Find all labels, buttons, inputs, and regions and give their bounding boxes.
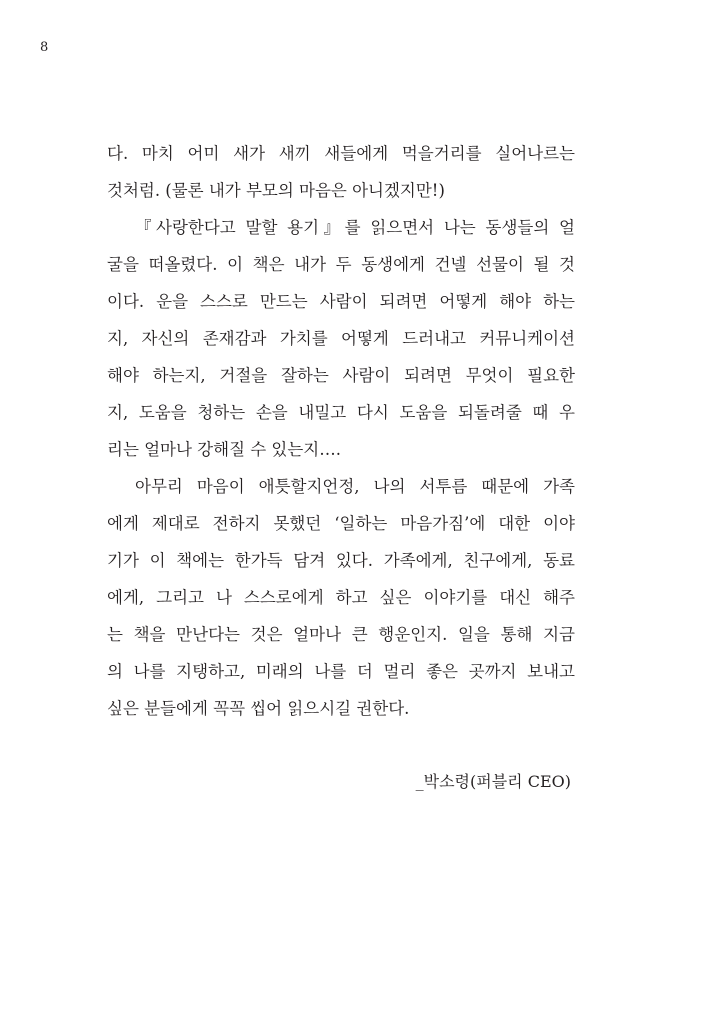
text-line: 굴을 떠올렸다. 이 책은 내가 두 동생에게 건넬 선물이 될 것 [107, 255, 575, 274]
text-line: 의 나를 지탱하고, 미래의 나를 더 멀리 좋은 곳까지 보내고 [107, 662, 575, 681]
text-line: 『사랑한다고 말할 용기』를 읽으면서 나는 동생들의 얼 [135, 218, 575, 237]
text-line: 리는 얼마나 강해질 수 있는지…. [107, 440, 341, 459]
text-line: 다. 마치 어미 새가 새끼 새들에게 먹을거리를 실어나르는 [107, 144, 575, 163]
text-line: 에게, 그리고 나 스스로에게 하고 싶은 이야기를 대신 해주 [107, 588, 575, 607]
text-line: 것처럼. (물론 내가 부모의 마음은 아니겠지만!) [107, 181, 445, 200]
author-signature: _박소령(퍼블리 CEO) [415, 772, 571, 791]
text-line: 기가 이 책에는 한가득 담겨 있다. 가족에게, 친구에게, 동료 [107, 551, 575, 570]
text-line: 싶은 분들에게 꼭꼭 씹어 읽으시길 권한다. [107, 699, 410, 718]
text-line: 지, 자신의 존재감과 가치를 어떻게 드러내고 커뮤니케이션 [107, 329, 575, 348]
page-number: 8 [40, 40, 49, 55]
text-line: 이다. 운을 스스로 만드는 사람이 되려면 어떻게 해야 하는 [107, 292, 575, 311]
text-line: 에게 제대로 전하지 못했던 ‘일하는 마음가짐’에 대한 이야 [107, 514, 575, 533]
paragraph-3 [107, 468, 575, 727]
paragraph-2 [107, 209, 575, 468]
paragraph-1 [107, 135, 575, 209]
body-text [107, 135, 575, 727]
text-line: 는 책을 만난다는 것은 얼마나 큰 행운인지. 일을 통해 지금 [107, 625, 575, 644]
text-line: 지, 도움을 청하는 손을 내밀고 다시 도움을 되돌려줄 때 우 [107, 403, 575, 422]
text-line: 아무리 마음이 애틋할지언정, 나의 서투름 때문에 가족 [135, 477, 575, 496]
text-line: 해야 하는지, 거절을 잘하는 사람이 되려면 무엇이 필요한 [107, 366, 575, 385]
